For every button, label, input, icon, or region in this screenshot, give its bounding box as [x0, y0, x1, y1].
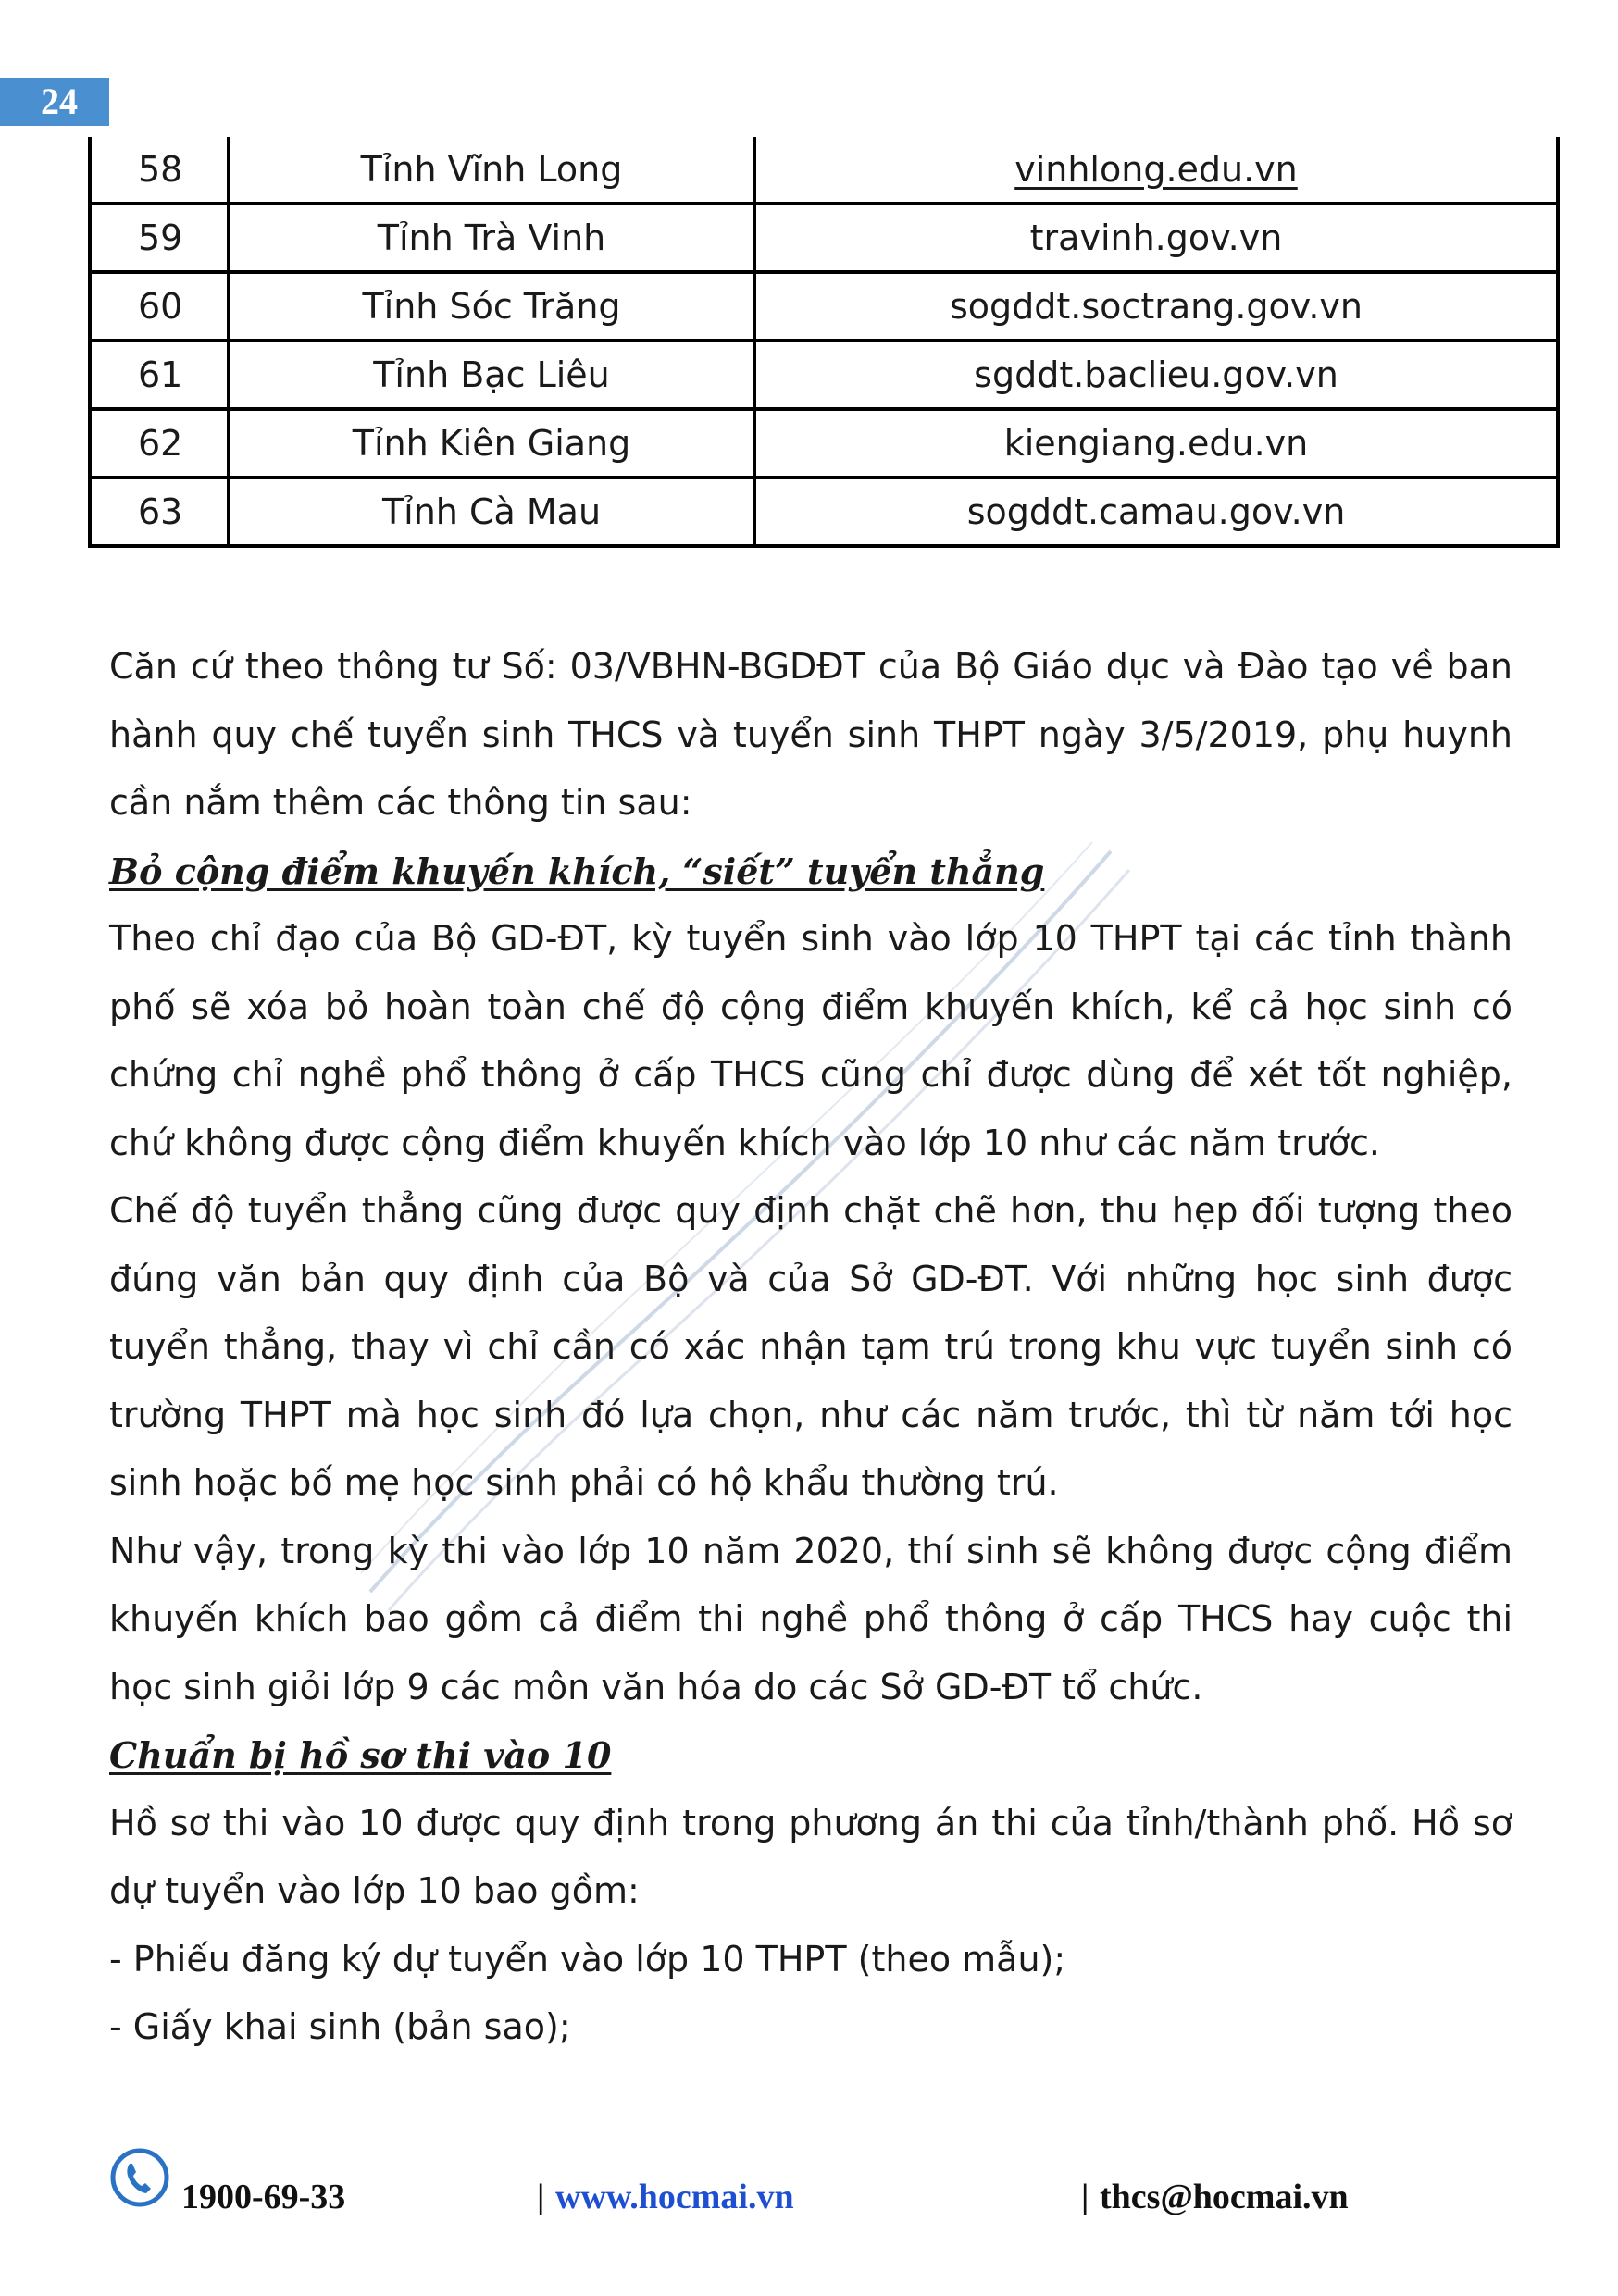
table-row: [90, 341, 1558, 409]
footer-phone[interactable]: 1900-69-33: [181, 2178, 346, 2216]
province-name: Tỉnh Vĩnh Long: [229, 137, 754, 204]
footer-separator: |: [537, 2178, 545, 2216]
table-row: [90, 137, 1558, 204]
website-link[interactable]: [754, 137, 1558, 204]
phone-icon: [109, 2147, 170, 2208]
list-item: - Giấy khai sinh (bản sao);: [109, 2006, 571, 2047]
row-number: 58: [90, 137, 229, 204]
province-name: Tỉnh Bạc Liêu: [229, 341, 754, 409]
province-name: Tỉnh Sóc Trăng: [229, 272, 754, 341]
paragraph: Hồ sơ thi vào 10 được quy định trong phương án thi của tỉnh/thành phố. Hồ sơ dự tuyển vào lớp 10 bao gồm:: [109, 1802, 1512, 1911]
body-content: [109, 633, 1512, 2062]
website-link-text[interactable]: vinhlong.edu.vn: [1014, 149, 1298, 190]
page-number: 24: [0, 78, 109, 126]
table-row: [90, 478, 1558, 546]
website-text: travinh.gov.vn: [754, 204, 1558, 272]
website-text: sogddt.camau.gov.vn: [754, 478, 1558, 546]
list-item: - Phiếu đăng ký dự tuyển vào lớp 10 THPT (theo mẫu);: [109, 1938, 1066, 1980]
table-row: [90, 409, 1558, 478]
page-footer: [0, 2147, 1618, 2258]
table-row: [90, 272, 1558, 341]
row-number: 59: [90, 204, 229, 272]
paragraph: Chế độ tuyển thẳng cũng được quy định chặt chẽ hơn, thu hẹp đối tượng theo đúng văn bản quy định của Bộ và của Sở GD-ĐT. Với những học sinh được tuyển thẳng, thay vì chỉ cần có xác nhận tạm trú trong khu vực tuyển sinh có trường THPT mà học sinh đó lựa chọn, như các năm trước, thì từ năm tới học sinh hoặc bố mẹ học sinh phải có hộ khẩu thường trú.: [109, 1190, 1512, 1503]
education-sites-table: [88, 137, 1560, 548]
intro-paragraph: Căn cứ theo thông tư Số: 03/VBHN-BGDĐT của Bộ Giáo dục và Đào tạo về ban hành quy chế tuyển sinh THCS và tuyển sinh THPT ngày 3/5/2019, phụ huynh cần nắm thêm các thông tin sau:: [109, 646, 1512, 823]
section-heading-bonus-points: Bỏ cộng điểm khuyến khích, “siết” tuyển thẳng: [109, 850, 1045, 892]
row-number: 61: [90, 341, 229, 409]
website-text: kiengiang.edu.vn: [754, 409, 1558, 478]
website-text: sogddt.soctrang.gov.vn: [754, 272, 1558, 341]
paragraph: Như vậy, trong kỳ thi vào lớp 10 năm 2020, thí sinh sẽ không được cộng điểm khuyến khích bao gồm cả điểm thi nghề phổ thông ở cấp THCS hay cuộc thi học sinh giỏi lớp 9 các môn văn hóa do các Sở GD-ĐT tổ chức.: [109, 1530, 1512, 1707]
paragraph: Theo chỉ đạo của Bộ GD-ĐT, kỳ tuyển sinh vào lớp 10 THPT tại các tỉnh thành phố sẽ xóa bỏ hoàn toàn chế độ cộng điểm khuyến khích, kể cả học sinh có chứng chỉ nghề phổ thông ở cấp THCS cũng chỉ được dùng để xét tốt nghiệp, chứ không được cộng điểm khuyến khích vào lớp 10 như các năm trước.: [109, 918, 1512, 1163]
province-name: Tỉnh Trà Vinh: [229, 204, 754, 272]
row-number: 62: [90, 409, 229, 478]
footer-website-link[interactable]: www.hocmai.vn: [555, 2178, 794, 2216]
footer-separator: |: [1081, 2178, 1089, 2216]
section-heading-application: Chuẩn bị hồ sơ thi vào 10: [109, 1734, 612, 1776]
website-text: sgddt.baclieu.gov.vn: [754, 341, 1558, 409]
row-number: 63: [90, 478, 229, 546]
row-number: 60: [90, 272, 229, 341]
province-name: Tỉnh Kiên Giang: [229, 409, 754, 478]
footer-email-link[interactable]: thcs@hocmai.vn: [1100, 2178, 1349, 2216]
province-name: Tỉnh Cà Mau: [229, 478, 754, 546]
table-row: [90, 204, 1558, 272]
